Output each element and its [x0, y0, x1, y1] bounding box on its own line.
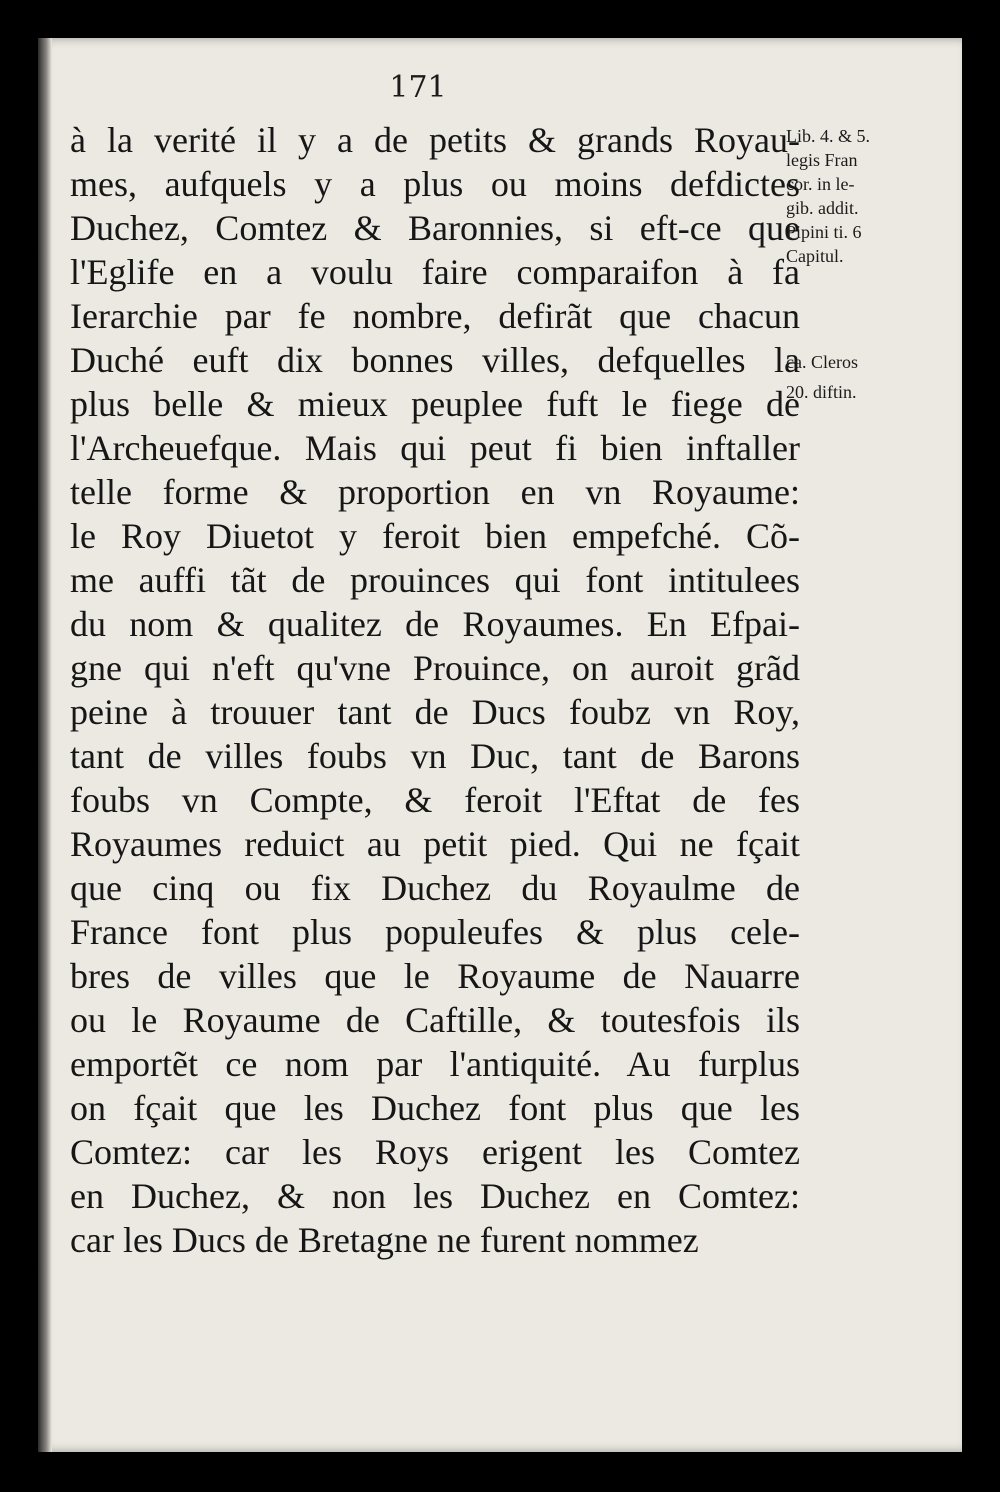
margin-note: Pipini ti. 6 — [786, 222, 862, 242]
margin-note: ca. Cleros — [786, 352, 858, 372]
text-line: en Duchez, & non les Duchez en Comtez: — [70, 1176, 800, 1216]
text-line: foubs vn Compte, & feroit l'Eftat de fes — [70, 780, 800, 820]
text-line: Duchez, Comtez & Baronnies, si eft-ce que — [70, 208, 800, 248]
margin-notes — [786, 124, 956, 404]
book-page — [38, 38, 962, 1452]
text-line: Duché euft dix bonnes villes, defquelles la — [70, 340, 800, 380]
text-line: car les Ducs de Bretagne ne furent nommez — [70, 1220, 699, 1260]
text-line: me auffi tãt de prouinces qui font intitulees — [70, 560, 800, 600]
text-line: gne qui n'eft qu'vne Prouince, on auroit grãd — [70, 648, 800, 688]
text-line: Comtez: car les Roys erigent les Comtez — [70, 1132, 800, 1172]
margin-note: legis Fran — [786, 150, 858, 170]
margin-note: cor. in le- — [786, 174, 855, 194]
text-line: l'Eglife en a voulu faire comparaifon à fa — [70, 252, 800, 292]
page-gutter — [38, 38, 52, 1452]
text-line: du nom & qualitez de Royaumes. En Efpai- — [70, 604, 800, 644]
text-line: à la verité il y a de petits & grands Royau- — [70, 120, 800, 160]
text-line: que cinq ou fix Duchez du Royaulme de — [70, 868, 800, 908]
text-line: peine à trouuer tant de Ducs foubz vn Roy, — [70, 692, 800, 732]
page-number: 171 — [389, 70, 447, 105]
text-line: emportẽt ce nom par l'antiquité. Au furplus — [70, 1044, 800, 1084]
margin-note: Lib. 4. & 5. — [786, 126, 870, 146]
text-line: France font plus populeufes & plus cele- — [70, 912, 800, 952]
text-line: Royaumes reduict au petit pied. Qui ne fçait — [70, 824, 800, 864]
body-text — [70, 118, 800, 1262]
text-line: bres de villes que le Royaume de Nauarre — [70, 956, 800, 996]
text-line: ou le Royaume de Caftille, & toutesfois ils — [70, 1000, 800, 1040]
margin-note: 20. diftin. — [786, 382, 857, 402]
text-line: l'Archeuefque. Mais qui peut fi bien inftaller — [70, 428, 800, 468]
text-line: le Roy Diuetot y feroit bien empefché. Cõ- — [70, 516, 800, 556]
text-line: on fçait que les Duchez font plus que les — [70, 1088, 800, 1128]
text-line: plus belle & mieux peuplee fuft le fiege de — [70, 384, 800, 424]
text-line: telle forme & proportion en vn Royaume: — [70, 472, 800, 512]
text-line: Ierarchie par fe nombre, defirãt que chacun — [70, 296, 800, 336]
margin-note: Capitul. — [786, 246, 844, 266]
text-line: mes, aufquels y a plus ou moins defdictes — [70, 164, 800, 204]
margin-note: gib. addit. — [786, 198, 859, 218]
text-line: tant de villes foubs vn Duc, tant de Barons — [70, 736, 800, 776]
